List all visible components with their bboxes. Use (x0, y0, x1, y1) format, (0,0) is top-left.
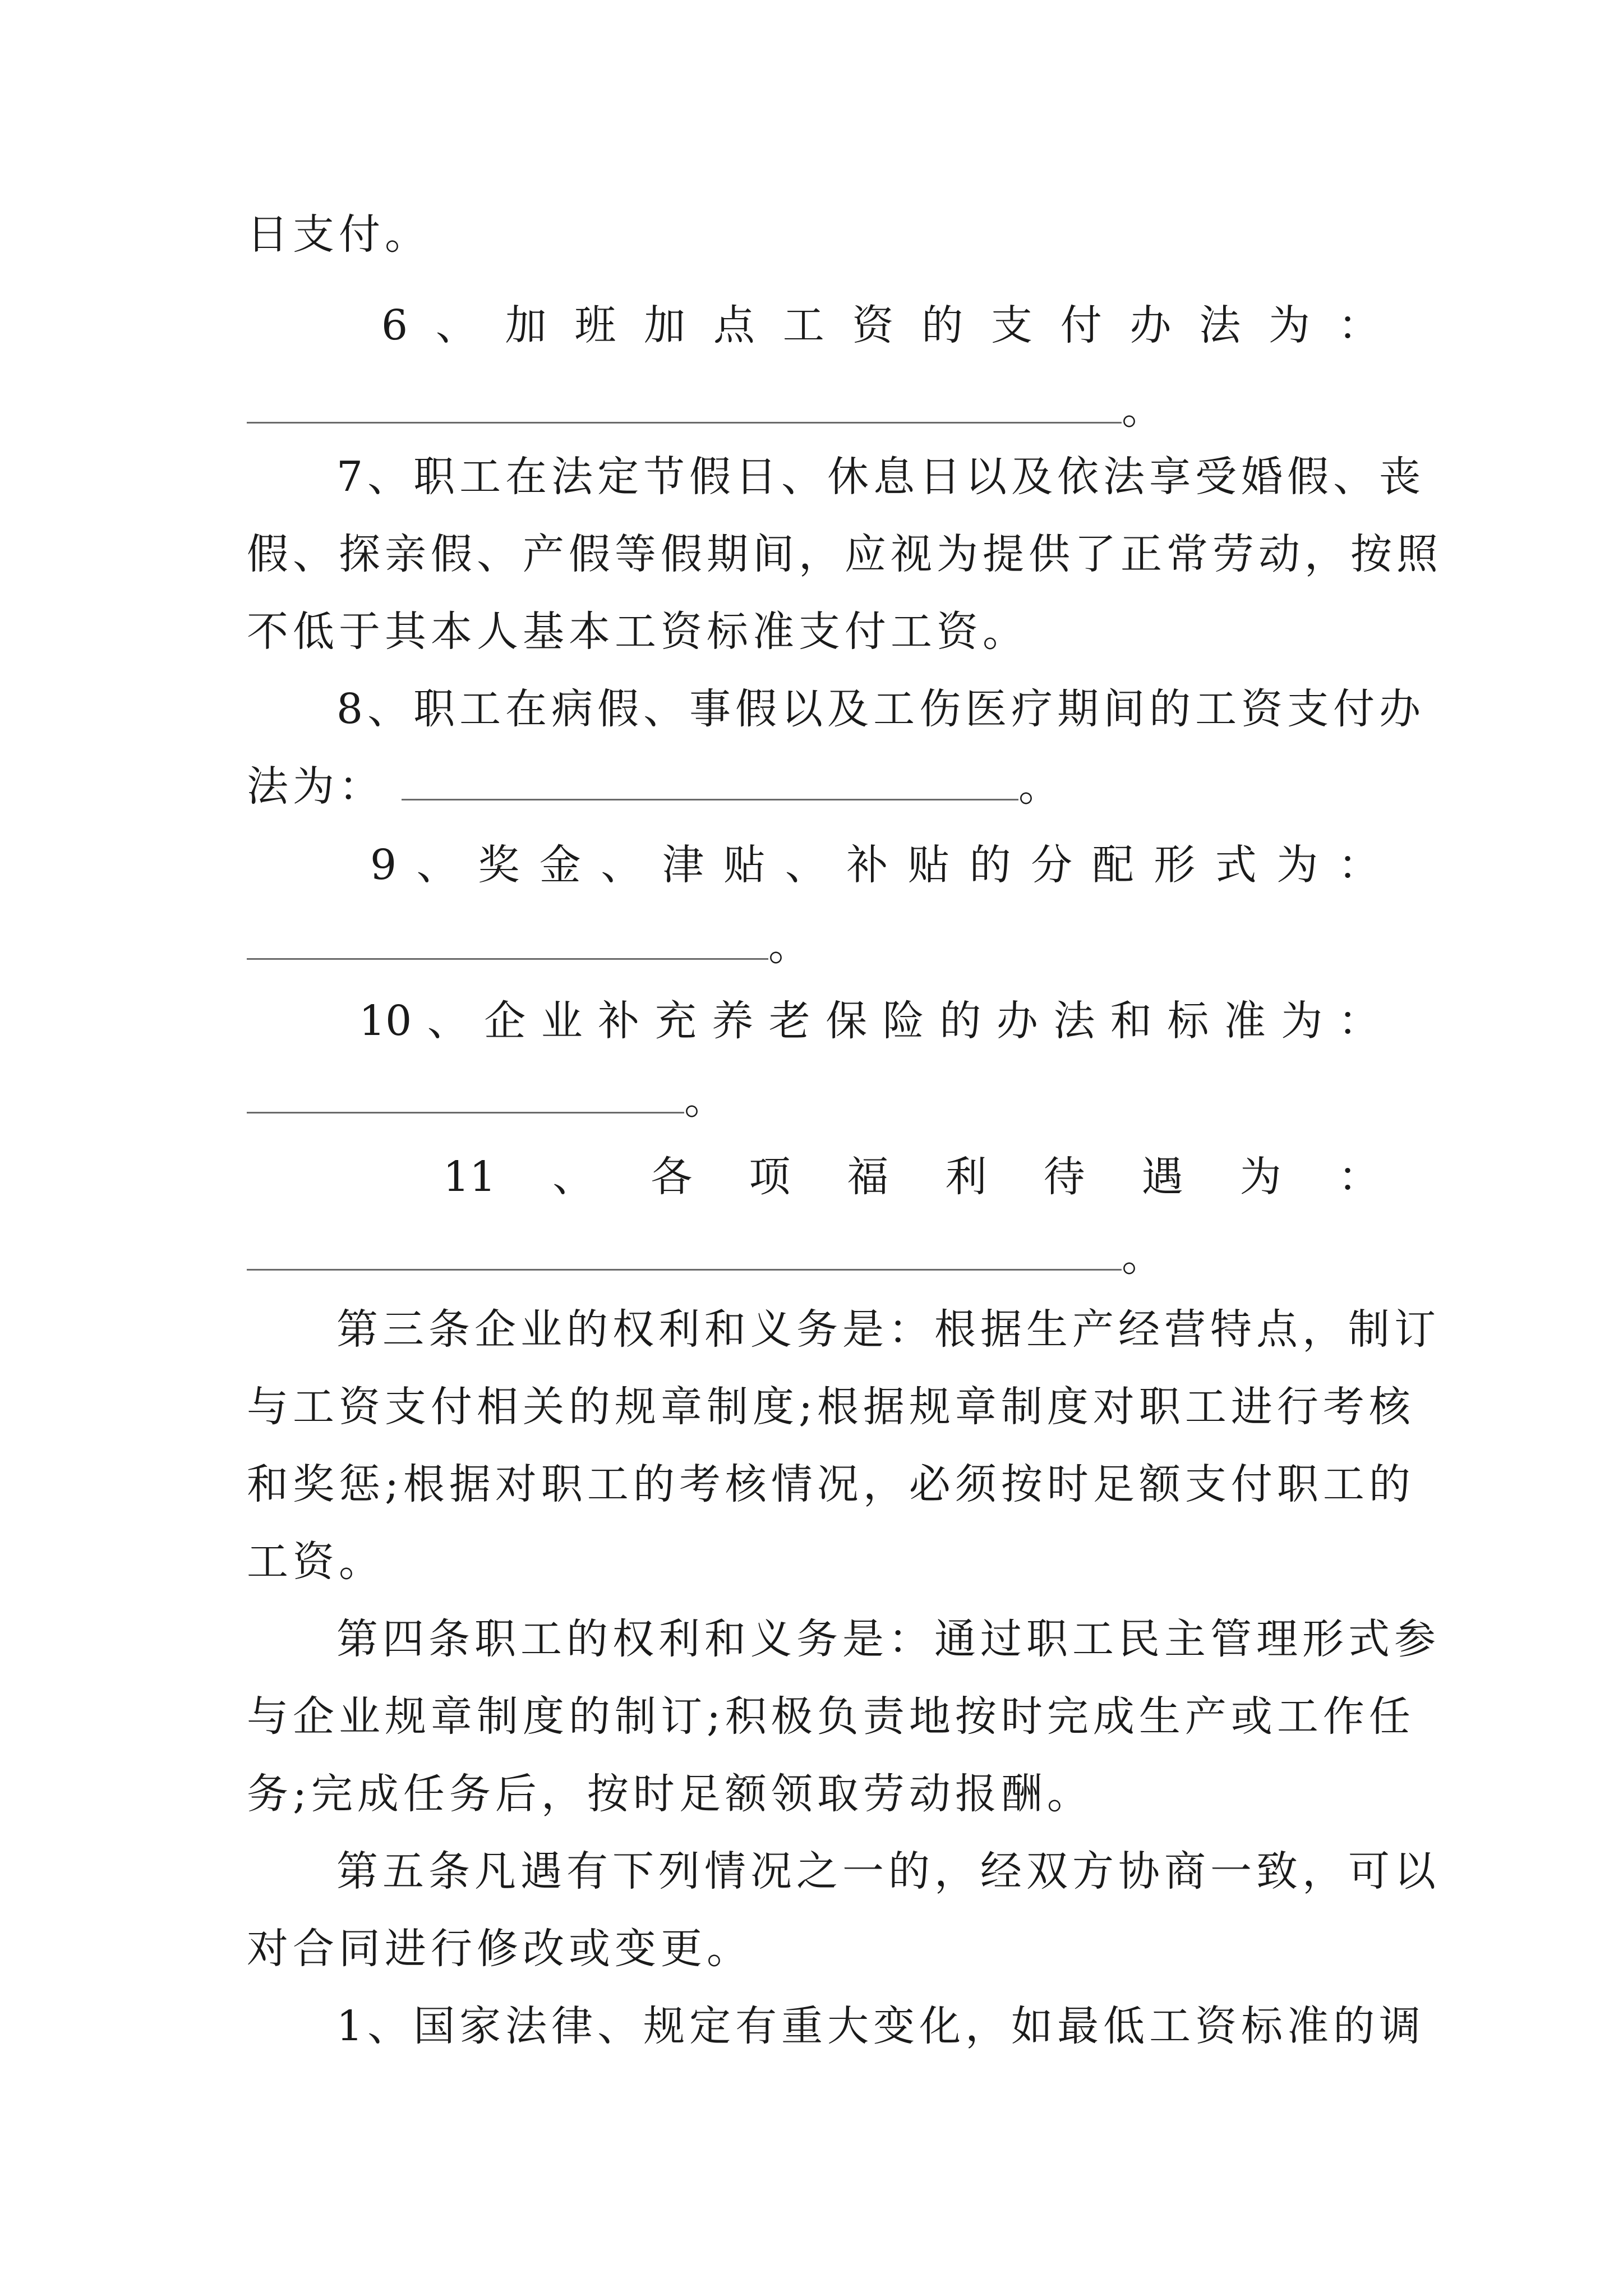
spaced-char: 各 (651, 1153, 693, 1201)
text-line (247, 604, 1380, 660)
spaced-char: 项 (749, 1153, 791, 1201)
item-6-line (381, 297, 1380, 353)
text-line (247, 1921, 1380, 1977)
spaced-char: 加 (644, 301, 686, 349)
line-text: 与工资支付相关的规章制度;根据规章制度对职工进行考核 (247, 1383, 1415, 1431)
line-text: 与企业规章制度的制订;积极负责地按时完成生产或工作任 (247, 1692, 1415, 1741)
spaced-char: 标 (1167, 997, 1209, 1045)
spaced-char: 业 (541, 997, 583, 1045)
spaced-char: 保 (826, 997, 868, 1045)
spaced-char: 遇 (1141, 1153, 1183, 1201)
spaced-char: 的 (969, 841, 1011, 889)
spaced-char: ： (1338, 301, 1380, 349)
text-line (247, 206, 1380, 263)
spaced-char: 式 (1215, 841, 1257, 889)
line-text: 1、国家法律、规定有重大变化，如最低工资标准的调 (336, 2002, 1426, 2050)
spaced-char: 10 (359, 997, 412, 1045)
spaced-char: 养 (712, 997, 754, 1045)
spaced-char: 、 (435, 301, 477, 349)
spaced-char: 、 (416, 841, 458, 889)
line-text: 第四条职工的权利和义务是：通过职工民主管理形式参 (336, 1615, 1440, 1663)
blank-line (247, 918, 1380, 974)
text-line (336, 449, 1426, 505)
spaced-char: 和 (1110, 997, 1152, 1045)
spaced-char: 形 (1154, 841, 1196, 889)
line-text: 第三条企业的权利和义务是：根据生产经营特点，制订 (336, 1305, 1440, 1354)
spaced-char: 企 (484, 997, 526, 1045)
blank-line (247, 381, 1380, 438)
spaced-char: 点 (713, 301, 755, 349)
text-line (247, 758, 1380, 815)
period: 。 (768, 922, 810, 970)
spaced-char: 奖 (478, 841, 520, 889)
spaced-char: 工 (782, 301, 824, 349)
spaced-char: 法 (1199, 301, 1241, 349)
spaced-char: 贴 (723, 841, 766, 889)
text-line (247, 1688, 1415, 1745)
spaced-char: 的 (939, 997, 981, 1045)
line-text: 7、职工在法定节假日、休息日以及依法享受婚假、丧 (336, 453, 1426, 501)
text-line (336, 1301, 1440, 1358)
spaced-char: 的 (921, 301, 963, 349)
spaced-char: 福 (847, 1153, 889, 1201)
spaced-char: 利 (945, 1153, 987, 1201)
fill-in-blank[interactable] (247, 924, 768, 960)
spaced-char: 11 (443, 1153, 496, 1201)
item-11-line (443, 1149, 1380, 1205)
line-text: 工资。 (247, 1538, 385, 1586)
spaced-char: 、 (601, 841, 643, 889)
spaced-char: 补 (846, 841, 888, 889)
item-9-line (370, 837, 1380, 893)
spaced-char: 待 (1043, 1153, 1085, 1201)
spaced-char: 补 (598, 997, 640, 1045)
spaced-char: 资 (852, 301, 894, 349)
spaced-char: 办 (996, 997, 1038, 1045)
spaced-char: 办 (1129, 301, 1172, 349)
spaced-char: 、 (552, 1153, 594, 1201)
spaced-char: 、 (785, 841, 827, 889)
line-text: 法为： (247, 762, 385, 811)
spaced-char: ： (1338, 841, 1380, 889)
line-text: 第五条凡遇有下列情况之一的，经双方协商一致，可以 (336, 1847, 1440, 1895)
spaced-char: 班 (574, 301, 616, 349)
spaced-char: 金 (539, 841, 581, 889)
line-text: 对合同进行修改或变更。 (247, 1925, 753, 1973)
spaced-char: 险 (882, 997, 924, 1045)
line-text: 假、探亲假、产假等假期间，应视为提供了正常劳动，按照 (247, 530, 1442, 578)
spaced-char: 津 (662, 841, 704, 889)
spaced-char: 准 (1224, 997, 1266, 1045)
spaced-char: 加 (505, 301, 547, 349)
blank-line (247, 1228, 1380, 1285)
spaced-char: ： (1338, 997, 1380, 1045)
item-10-line (359, 993, 1380, 1049)
period: 。 (684, 1075, 726, 1124)
text-line (336, 1843, 1440, 1899)
text-line (247, 1534, 1380, 1590)
line-text: 8、职工在病假、事假以及工伤医疗期间的工资支付办 (336, 685, 1426, 733)
period: 。 (1018, 762, 1060, 811)
period: 。 (1122, 385, 1163, 434)
spaced-char: 为 (1276, 841, 1318, 889)
text-line (336, 681, 1426, 737)
spaced-char: 6 (381, 301, 408, 349)
period: 。 (1122, 1232, 1163, 1281)
fill-in-blank[interactable] (247, 1235, 1122, 1271)
spaced-char: 配 (1092, 841, 1134, 889)
spaced-char: 分 (1031, 841, 1073, 889)
line-text: 和奖惩;根据对职工的考核情况，必须按时足额支付职工的 (247, 1460, 1415, 1508)
text-line (247, 1379, 1415, 1435)
fill-in-blank[interactable] (247, 388, 1122, 424)
spaced-char: 9 (370, 841, 397, 889)
text-line (336, 1611, 1440, 1667)
spaced-char: 法 (1053, 997, 1095, 1045)
blank-line (247, 1071, 1380, 1128)
spaced-char: 为 (1269, 301, 1311, 349)
spaced-char: 为 (1239, 1153, 1281, 1201)
fill-in-blank[interactable] (247, 1078, 684, 1114)
fill-in-blank[interactable] (402, 765, 1018, 800)
text-line (247, 1456, 1415, 1512)
spaced-char: 贴 (908, 841, 950, 889)
spaced-char: ： (1338, 1153, 1380, 1201)
line-text: 不低于其本人基本工资标准支付工资。 (247, 608, 1029, 656)
text-line (336, 1998, 1426, 2054)
spaced-char: 付 (1060, 301, 1102, 349)
line-text: 日支付。 (247, 210, 431, 259)
text-line (247, 526, 1442, 582)
line-text: 务;完成任务后，按时足额领取劳动报酬。 (247, 1770, 1093, 1818)
spaced-char: 、 (427, 997, 469, 1045)
spaced-char: 支 (990, 301, 1032, 349)
spaced-char: 为 (1281, 997, 1323, 1045)
text-line (247, 1766, 1380, 1822)
spaced-char: 老 (768, 997, 810, 1045)
spaced-char: 充 (654, 997, 697, 1045)
